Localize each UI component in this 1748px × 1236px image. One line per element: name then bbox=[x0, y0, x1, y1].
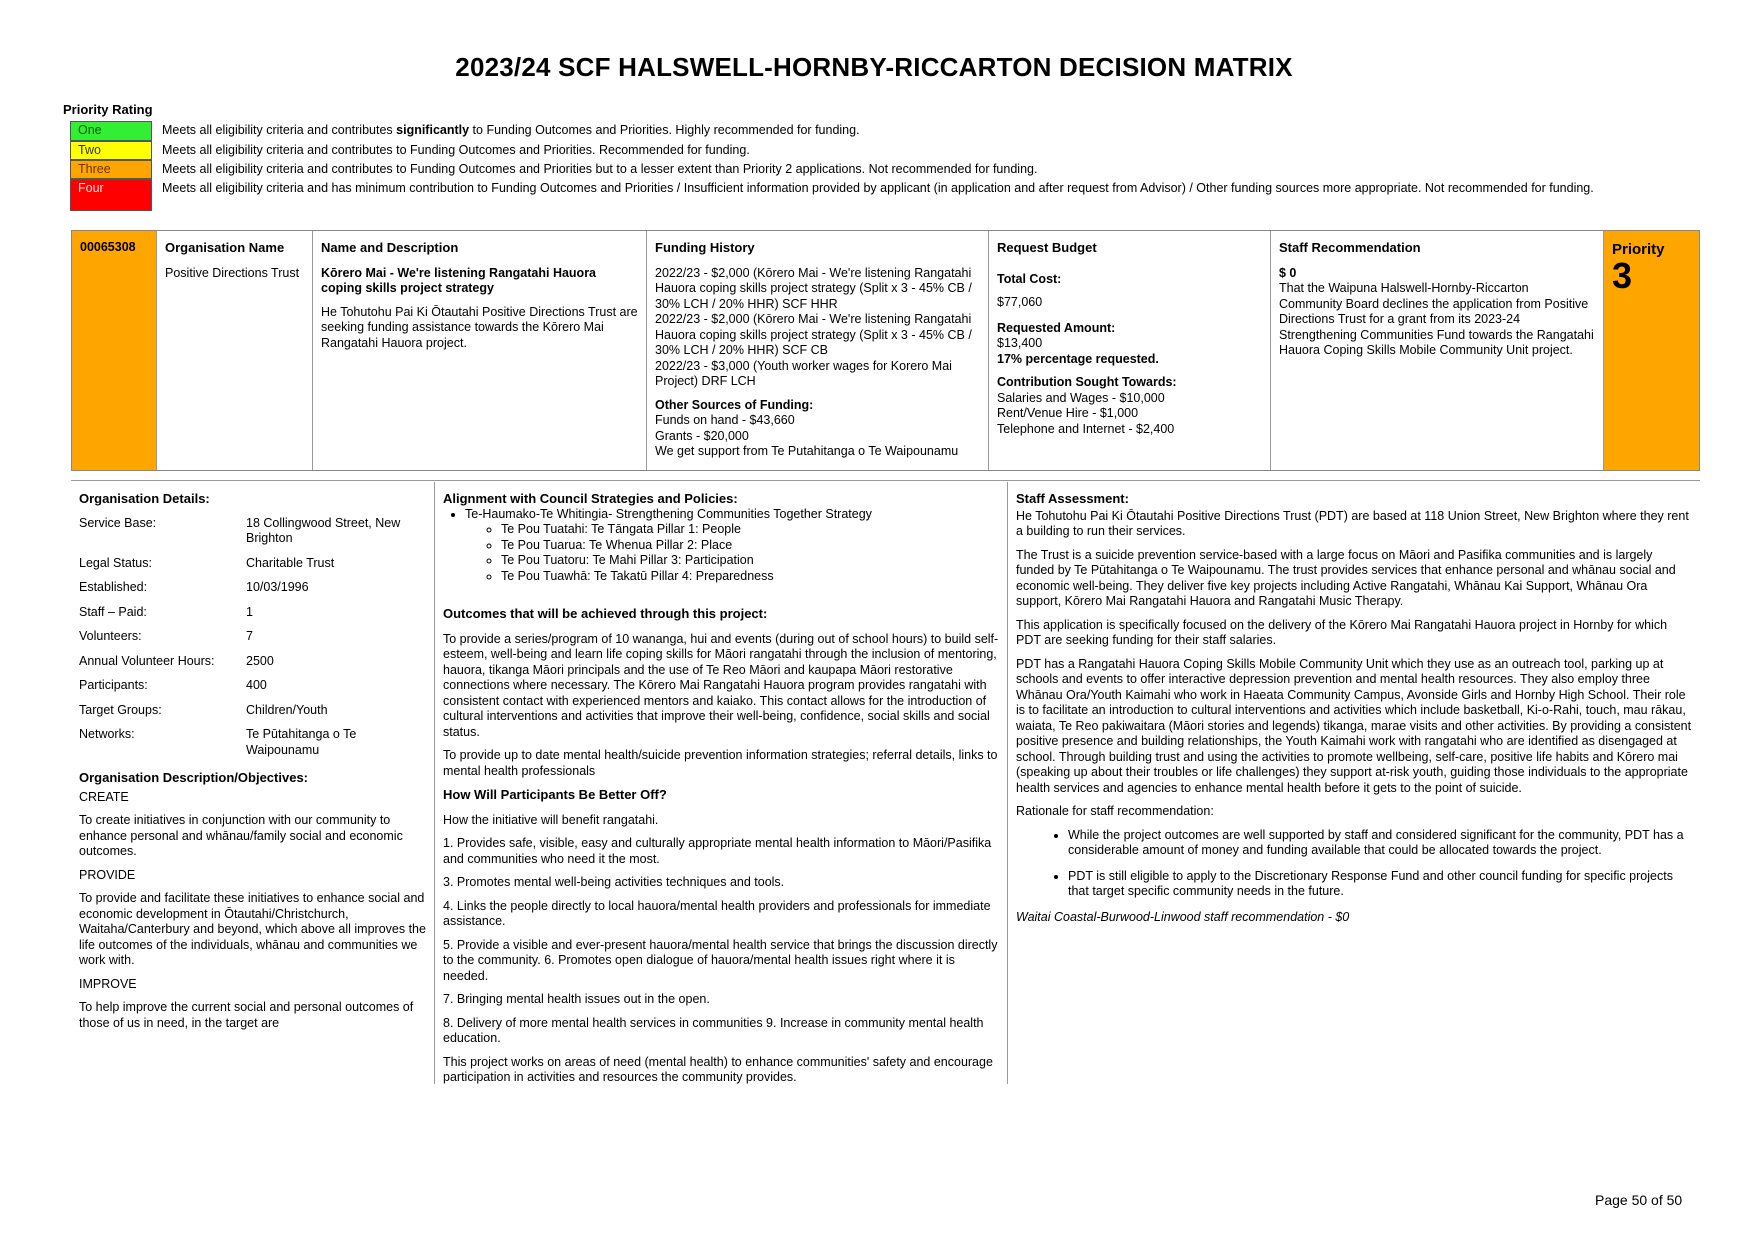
other-source-item: Funds on hand - $43,660 bbox=[655, 413, 795, 427]
application-summary-table bbox=[71, 230, 1700, 471]
funding-item: 2022/23 - $3,000 (Youth worker wages for Korero Mai Project) DRF LCH bbox=[655, 358, 952, 388]
other-source-item: We get support from Te Putahitanga o Te Waipounamu bbox=[655, 444, 959, 458]
page-number: Page 50 of 50 bbox=[1595, 1192, 1683, 1208]
better-off-text: 8. Delivery of more mental health services in communities 9. Increase in community mental health education. bbox=[443, 1015, 984, 1045]
objective-text: To help improve the current social and personal outcomes of those of us in need, in the target are bbox=[79, 1000, 414, 1030]
org-name: Positive Directions Trust bbox=[165, 265, 300, 280]
priority-heading: Priority bbox=[1612, 241, 1665, 258]
assessment-paragraph: PDT has a Rangatahi Hauora Coping Skills Mobile Community Unit which they use as an outreach tool, parking up at schools and events to offer interactive depression prevention and mental health resources. They also employ three Whānau Ora/Youth Kaimahi who work in Haeata Community Campus, Avonside Girls and Hornby High School. Their role is to facilitate an introduction to cultural interventions and activities which include basketball, Ki-o-Rahi, touch, mau rākau, waiata, Te Reo pakiwaitara (Māori stories and legends) tikanga, marae visits and other activities. By providing a consistent positive presence and building relationships, the Youth Kaimahi work with rangatahi who are identified as disengaged at school. Through building trust and using the activities to promote wellbeing, self-care, positive life habits and Kōrero mai (speaking up about their troubles or life challenges) they support at-risk youth, guiding those individuals to the appropriate health services and agencies to enhance mental health before it gets to the point of suicide. bbox=[1016, 656, 1692, 795]
funding-history-cell bbox=[647, 231, 989, 470]
priority-two-swatch: Two bbox=[70, 141, 152, 160]
organisation-details-column bbox=[71, 482, 435, 1084]
organisation-cell bbox=[157, 231, 313, 470]
better-off-text: 4. Links the people directly to local hauora/mental health providers and professionals for immediate assistance. bbox=[443, 898, 991, 928]
alignment-column bbox=[435, 482, 1008, 1084]
pillar-item: ◦ Te Pou Tuatahi: Te Tāngata Pillar 1: People bbox=[501, 522, 999, 538]
assessment-note: Waitai Coastal-Burwood-Linwood staff recommendation - $0 bbox=[1016, 909, 1350, 924]
detail-row: Networks: Te Pūtahitanga o Te Waipounamu bbox=[79, 727, 357, 757]
better-off-heading: How Will Participants Be Better Off? bbox=[443, 787, 667, 802]
description-cell bbox=[313, 231, 647, 470]
funding-item: 2022/23 - $2,000 (Kōrero Mai - We're listening Rangatahi Hauora coping skills project strategy (Split x 3 - 45% CB / 30% LCH / 20% HHR) SCF CB bbox=[655, 312, 972, 357]
legend-text-four: Meets all eligibility criteria and has minimum contribution to Funding Outcomes and Priorities / Insufficient information provided by applicant (in application and after request from Advisor) / Other funding sources more appropriate. Not recommended for funding. bbox=[162, 181, 1594, 195]
better-off-text: 5. Provide a visible and ever-present hauora/mental health service that brings the discussion directly to the community. 6. Promotes open dialogue of hauora/mental health issues right where it is needed. bbox=[443, 937, 998, 983]
total-cost-value: $77,060 bbox=[997, 295, 1043, 309]
budget-heading: Request Budget bbox=[997, 240, 1097, 255]
priority-one-swatch: One bbox=[70, 121, 152, 141]
staff-rec-text: That the Waipuna Halswell-Hornby-Riccarton Community Board declines the application from Positive Directions Trust for a grant from its 2023-24 Strengthening Communities Fund towards the Rangatahi Hauora Coping Skills Mobile Community Unit project. bbox=[1279, 281, 1594, 357]
funding-item: 2022/23 - $2,000 (Kōrero Mai - We're listening Rangatahi Hauora coping skills project strategy (Split x 3 - 45% CB / 30% LCH / 20% HHR) SCF HHR bbox=[655, 265, 972, 311]
legend-text-three: Meets all eligibility criteria and contributes to Funding Outcomes and Priorities but to a lesser extent than Priority 2 applications. Not recommended for funding. bbox=[162, 162, 1038, 176]
details-section bbox=[71, 482, 1700, 1084]
staff-rec-amount: $ 0 bbox=[1279, 265, 1297, 280]
detail-row: Established: 10/03/1996 bbox=[79, 580, 309, 594]
rationale-item: • PDT is still eligible to apply to the Discretionary Response Fund and other council funding for specific projects that target specific community needs in the future. bbox=[1068, 869, 1692, 900]
requested-amount: $13,400 bbox=[997, 336, 1043, 350]
other-sources-heading: Other Sources of Funding: bbox=[655, 397, 814, 412]
priority-four-swatch: Four bbox=[70, 179, 152, 211]
requested-label: Requested Amount: bbox=[997, 320, 1116, 335]
better-off-text: 1. Provides safe, visible, easy and culturally appropriate mental health information to Māori/Pasifika and communities who need it the most. bbox=[443, 836, 992, 866]
detail-row: Target Groups: Children/Youth bbox=[79, 702, 328, 717]
page-title: 2023/24 SCF HALSWELL-HORNBY-RICCARTON DECISION MATRIX bbox=[455, 52, 1293, 82]
better-off-text: 7. Bringing mental health issues out in the open. bbox=[443, 992, 710, 1006]
objective-text: CREATE bbox=[79, 789, 129, 804]
pillar-item: ◦ Te Pou Tuarua: Te Whenua Pillar 2: Place bbox=[501, 538, 999, 554]
requested-percentage: 17% percentage requested. bbox=[997, 351, 1159, 366]
pillar-list bbox=[465, 522, 999, 584]
project-title: Kōrero Mai - We're listening Rangatahi Hauora coping skills project strategy bbox=[321, 265, 597, 295]
detail-row: Legal Status: Charitable Trust bbox=[79, 555, 335, 570]
alignment-heading: Alignment with Council Strategies and Policies: bbox=[443, 491, 738, 506]
objectives-heading: Organisation Description/Objectives: bbox=[79, 770, 308, 785]
assessment-paragraph: He Tohutohu Pai Ki Ōtautahi Positive Directions Trust (PDT) are based at 118 Union Street, New Brighton where they rent a building to run their services. bbox=[1016, 508, 1689, 538]
section-divider bbox=[71, 480, 1700, 481]
priority-value: 3 bbox=[1612, 254, 1633, 296]
detail-row: Participants: 400 bbox=[79, 678, 267, 692]
legend-text-one: Meets all eligibility criteria and contributes significantly to Funding Outcomes and Priorities. Highly recommended for funding. bbox=[162, 123, 860, 137]
rationale-item: • While the project outcomes are well supported by staff and considered significant for the community, PDT has a considerable amount of money and funding available that could be allocated towards the project. bbox=[1068, 828, 1692, 859]
better-off-text: 3. Promotes mental well-being activities techniques and tools. bbox=[443, 875, 785, 889]
rationale-heading: Rationale for staff recommendation: bbox=[1016, 804, 1214, 818]
contribution-item: Telephone and Internet - $2,400 bbox=[997, 421, 1175, 436]
strategy-item: • Te-Haumako-Te Whitingia- Strengthening Communities Together Strategy ◦ Te Pou Tuatahi: Te Tāngata Pillar 1: People ◦ Te Pou Tuarua: Te Whenua Pillar 2: Place ◦ Te Pou Tuatoru: Te Mahi Pillar 3: Participation ◦ Te Pou Tuawhā: Te Takatū Pillar 4: Preparedness bbox=[465, 507, 999, 585]
rationale-list bbox=[1016, 828, 1692, 900]
detail-row: Volunteers: 7 bbox=[79, 629, 253, 643]
legend-row-three bbox=[70, 160, 1650, 179]
desc-heading: Name and Description bbox=[321, 240, 459, 255]
pillar-item: ◦ Te Pou Tuawhā: Te Takatū Pillar 4: Preparedness bbox=[501, 569, 999, 585]
contribution-item: Salaries and Wages - $10,000 bbox=[997, 390, 1165, 405]
other-source-item: Grants - $20,000 bbox=[655, 428, 749, 443]
outcomes-heading: Outcomes that will be achieved through this project: bbox=[443, 606, 768, 621]
outcome-text: To provide a series/program of 10 wananga, hui and events (during out of school hours) to build self-esteem, well-being and learn life coping skills for Māori rangatahi through the inclusion of mentoring, hauora, tikanga Māori principals and the use of Te Reo Māori and kaupapa Māori restorative connections where necessary. The Kōrero Mai Rangatahi Hauora program provides rangatahi with consistent contact with experienced mentors and kaiako. This contact allows for the introduction of cultural interventions and activities that improve their well-being, confidence, social skills and social status. bbox=[443, 631, 999, 739]
request-budget-cell bbox=[989, 231, 1271, 470]
contribution-item: Rent/Venue Hire - $1,000 bbox=[997, 406, 1139, 420]
detail-row: Staff – Paid: 1 bbox=[79, 604, 253, 619]
better-off-text: How the initiative will benefit rangatahi. bbox=[443, 812, 659, 827]
org-heading: Organisation Name bbox=[165, 240, 285, 255]
strategy-list bbox=[443, 507, 999, 585]
legend-row-one bbox=[70, 121, 1650, 141]
staff-assessment-column bbox=[1008, 482, 1700, 1084]
priority-three-swatch: Three bbox=[70, 160, 152, 179]
contribution-label: Contribution Sought Towards: bbox=[997, 375, 1177, 389]
pillar-item: ◦ Te Pou Tuatoru: Te Mahi Pillar 3: Participation bbox=[501, 553, 999, 569]
priority-rating-heading: Priority Rating bbox=[63, 102, 153, 117]
staff-recommendation-cell bbox=[1271, 231, 1604, 470]
objective-text: To create initiatives in conjunction with our community to enhance personal and whānau/family social and economic outcomes. bbox=[79, 813, 403, 858]
project-description: He Tohutohu Pai Ki Ōtautahi Positive Directions Trust are seeking funding assistance towards the Kōrero Mai Rangatahi Hauora project. bbox=[321, 304, 638, 350]
objective-text: PROVIDE bbox=[79, 867, 136, 882]
org-details-heading: Organisation Details: bbox=[79, 491, 210, 506]
objective-text: IMPROVE bbox=[79, 976, 137, 991]
assessment-paragraph: This application is specifically focused on the delivery of the Kōrero Mai Rangatahi Hauora project in Hornby for which PDT are seeking funding for their staff salaries. bbox=[1016, 617, 1668, 647]
total-cost-label: Total Cost: bbox=[997, 271, 1062, 286]
funding-heading: Funding History bbox=[655, 240, 755, 255]
legend-text-two: Meets all eligibility criteria and contributes to Funding Outcomes and Priorities. Recommended for funding. bbox=[162, 143, 750, 157]
detail-row: Annual Volunteer Hours: 2500 bbox=[79, 653, 274, 668]
legend-row-four bbox=[70, 179, 1650, 211]
legend-row-two bbox=[70, 141, 1650, 160]
objective-text: To provide and facilitate these initiatives to enhance social and economic development in Ōtautahi/Christchurch, Waitaha/Canterbury and beyond, which above all improves the life outcomes of the individuals, whānau and communities we work with. bbox=[79, 891, 426, 967]
detail-row: Service Base: 18 Collingwood Street, New Brighton bbox=[79, 515, 401, 545]
staff-rec-heading: Staff Recommendation bbox=[1279, 240, 1421, 255]
assessment-paragraph: The Trust is a suicide prevention service-based with a large focus on Māori and Pasifika communities and is largely funded by Te Pūtahitanga o Te Waipounamu. The trust provides services that enhance personal and whānau social and economic well-being. They deliver five key projects including Active Rangatahi, Whānau Kai Support, Whānau Ora support, Kōrero Mai Rangatahi Hauora and Rangatahi Music Therapy. bbox=[1016, 547, 1676, 608]
outcome-text: To provide up to date mental health/suicide prevention information strategies; referral details, links to mental health professionals bbox=[443, 748, 998, 778]
priority-legend bbox=[70, 121, 1650, 211]
application-id: 00065308 bbox=[72, 231, 157, 470]
better-off-text: This project works on areas of need (mental health) to enhance communities' safety and encourage participation in activities and resources the community provides. bbox=[443, 1054, 993, 1084]
assessment-heading: Staff Assessment: bbox=[1016, 491, 1129, 506]
priority-cell bbox=[1604, 231, 1699, 470]
